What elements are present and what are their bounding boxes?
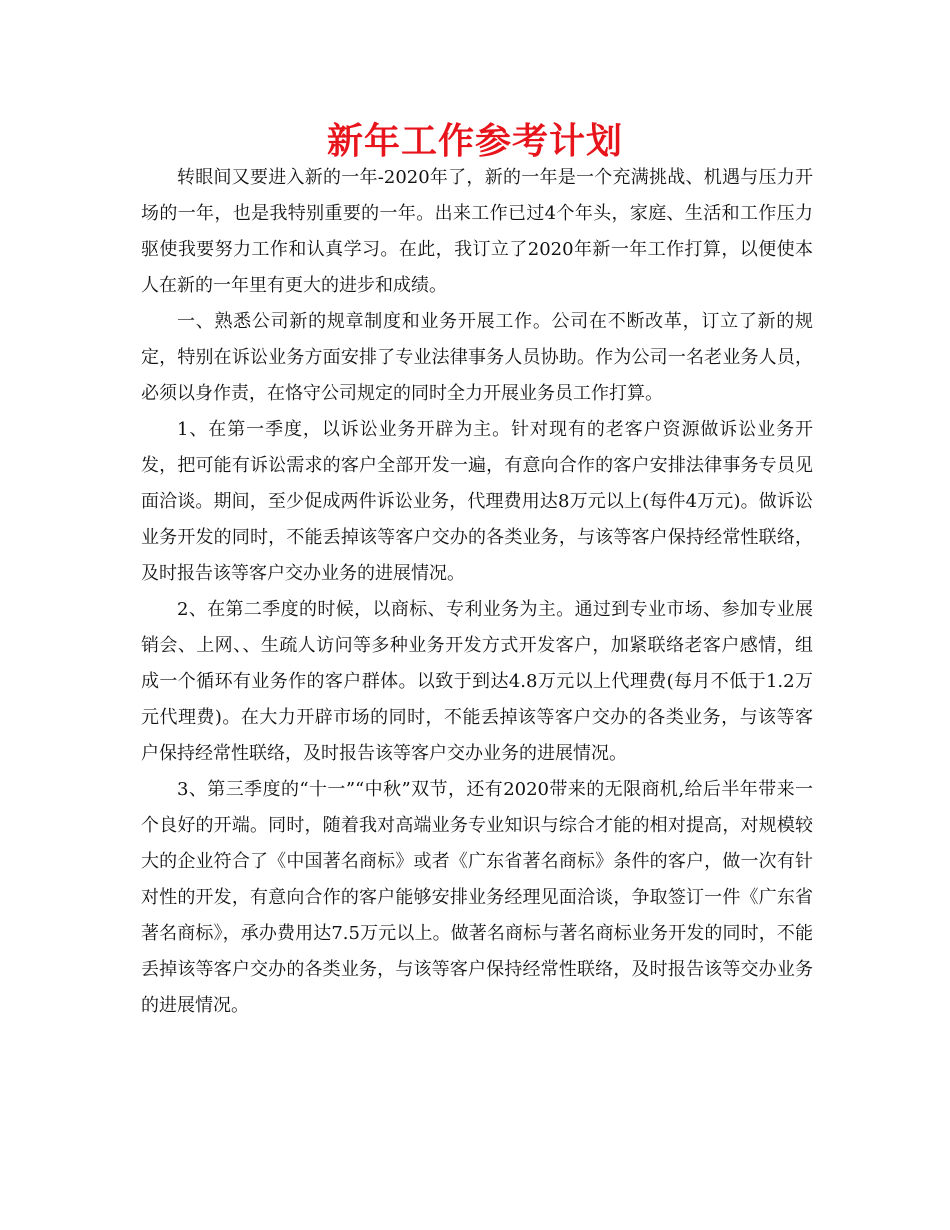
paragraph-q1: 1、在第一季度，以诉讼业务开辟为主。针对现有的老客户资源做诉讼业务开发，把可能有诉讼需求的客户全部开发一遍，有意向合作的客户安排法律事务专员见面洽谈。期间，至少促成两件诉讼业务，代理费用达8万元以上(每件4万元)。做诉讼业务开发的同时，不能丢掉该等客户交办的各类业务，与该等客户保持经常性联络，及时报告该等客户交办业务的进展情况。 [141, 419, 813, 584]
paragraph-q2: 2、在第二季度的时候，以商标、专利业务为主。通过到专业市场、参加专业展销会、上网、、生疏人访问等多种业务开发方式开发客户，加紧联络老客户感情，组成一个循环有业务作的客户群体。以致于到达4.8万元以上代理费(每月不低于1.2万元代理费)。在大力开辟市场的同时，不能丢掉该等客户交办的各类业务，与该等客户保持经常性联络，及时报告该等客户交办业务的进展情况。 [141, 599, 813, 764]
document-body [141, 160, 813, 1024]
paragraph-intro: 转眼间又要进入新的一年-2020年了，新的一年是一个充满挑战、机遇与压力开场的一年，也是我特别重要的一年。出来工作已过4个年头，家庭、生活和工作压力驱使我要努力工作和认真学习。在此，我订立了2020年新一年工作打算，以便使本人在新的一年里有更大的进步和成绩。 [141, 167, 813, 296]
document-title: 新年工作参考计划 [326, 121, 623, 162]
paragraph-section-one: 一、熟悉公司新的规章制度和业务开展工作。公司在不断改革，订立了新的规定，特别在诉讼业务方面安排了专业法律事务人员协助。作为公司一名老业务人员，必须以身作责，在恪守公司规定的同时全力开展业务员工作打算。 [141, 311, 813, 404]
paragraph-q3: 3、第三季度的“十一”“中秋”双节，还有2020带来的无限商机,给后半年带来一个良好的开端。同时，随着我对高端业务专业知识与综合才能的相对提高，对规模较大的企业符合了《中国著名商标》或者《广东省著名商标》条件的客户，做一次有针对性的开发，有意向合作的客户能够安排业务经理见面洽谈，争取签订一件《广东省著名商标》，承办费用达7.5万元以上。做著名商标与著名商标业务开发的同时，不能丢掉该等客户交办的各类业务，与该等客户保持经常性联络，及时报告该等交办业务的进展情况。 [141, 779, 813, 1016]
